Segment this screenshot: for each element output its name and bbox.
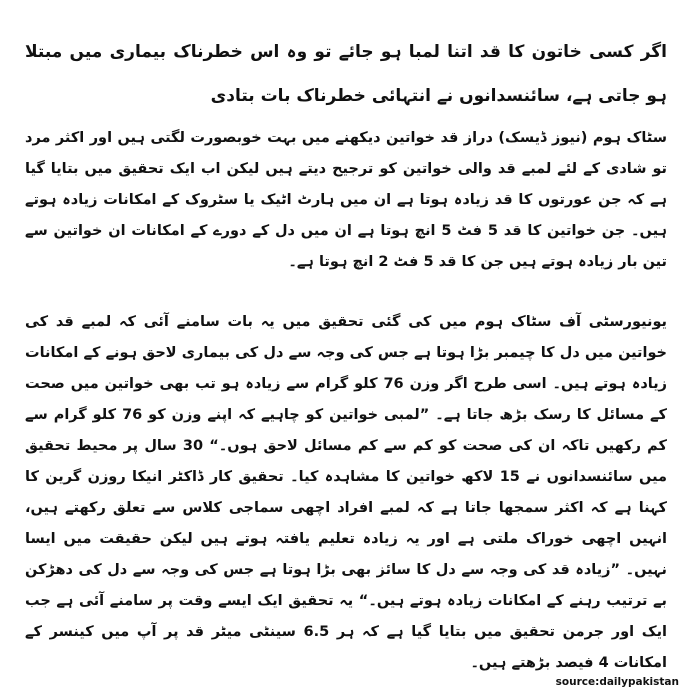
article-paragraph-2: یونیورسٹی آف سٹاک ہوم میں کی گئی تحقیق میں یہ بات سامنے آئی کہ لمبے قد کی خواتین میں دل کا چیمبر بڑا ہوتا ہے جس کی وجہ سے دل کی بیماری لاحق ہونے کے امکانات زیادہ ہوتے ہیں۔ اسی طرح اگر وزن 76 کلو گرام سے زیادہ ہو تب بھی خواتین میں صحت کے مسائل کا رسک بڑھ جاتا ہے۔ ”لمبی خواتین کو چاہیے کہ اپنے وزن کو 76 کلو گرام سے کم رکھیں تاکہ ان کی صحت کو کم سے کم مسائل لاحق ہوں۔“ 30 سال پر محیط تحقیق میں سائنسدانوں نے 15 لاکھ خواتین کا مشاہدہ کیا۔ تحقیق کار ڈاکٹر انیکا روزن گرین کا کہنا ہے کہ اکثر سمجھا جاتا ہے کہ لمبے افراد اچھی سماجی کلاس سے تعلق رکھتے ہیں، انہیں اچھی خوراک ملتی ہے اور یہ زیادہ تعلیم یافتہ ہوتے ہیں لیکن حقیقت میں ایسا نہیں۔ ”زیادہ قد کی وجہ سے دل کا سائز بھی بڑا ہوتا ہے جس کی وجہ سے دل کی دھڑکن بے ترتیب رہنے کے امکانات زیادہ ہوتے ہیں۔“ یہ تحقیق ایک ایسے وقت پر سامنے آئی ہے جب ایک اور جرمن تحقیق میں بتایا گیا ہے کہ ہر 6.5 سینٹی میٹر قد پر آپ میں کینسر کے امکانات 4 فیصد بڑھتے ہیں۔ (25, 314, 668, 671)
article-paragraph-1: سٹاک ہوم (نیوز ڈیسک) دراز قد خواتین دیکھنے میں بہت خوبصورت لگتی ہیں اور اکثر مرد تو شادی کے لئے لمبے قد والی خواتین کو ترجیح دیتے ہیں لیکن اب ایک تحقیق میں بتایا گیا ہے کہ جن عورتوں کا قد زیادہ ہوتا ہے ان میں ہارٹ اٹیک یا سٹروک کے امکانات زیادہ ہوتے ہیں۔ جن خواتین کا قد 5 فٹ 5 انچ ہوتا ہے ان میں دل کے دورے کے امکانات ان خواتین سے تین بار زیادہ ہوتے ہیں جن کا قد 5 فٹ 2 انچ ہوتا ہے۔ (25, 130, 667, 270)
article-title: اگر کسی خاتون کا قد اتنا لمبا ہو جائے تو وہ اس خطرناک بیماری میں مبتلا ہو جاتی ہے، سائنسدانوں نے انتہائی خطرناک بات بتادی (25, 42, 667, 106)
source-credit: source:dailypakistan (555, 676, 679, 688)
